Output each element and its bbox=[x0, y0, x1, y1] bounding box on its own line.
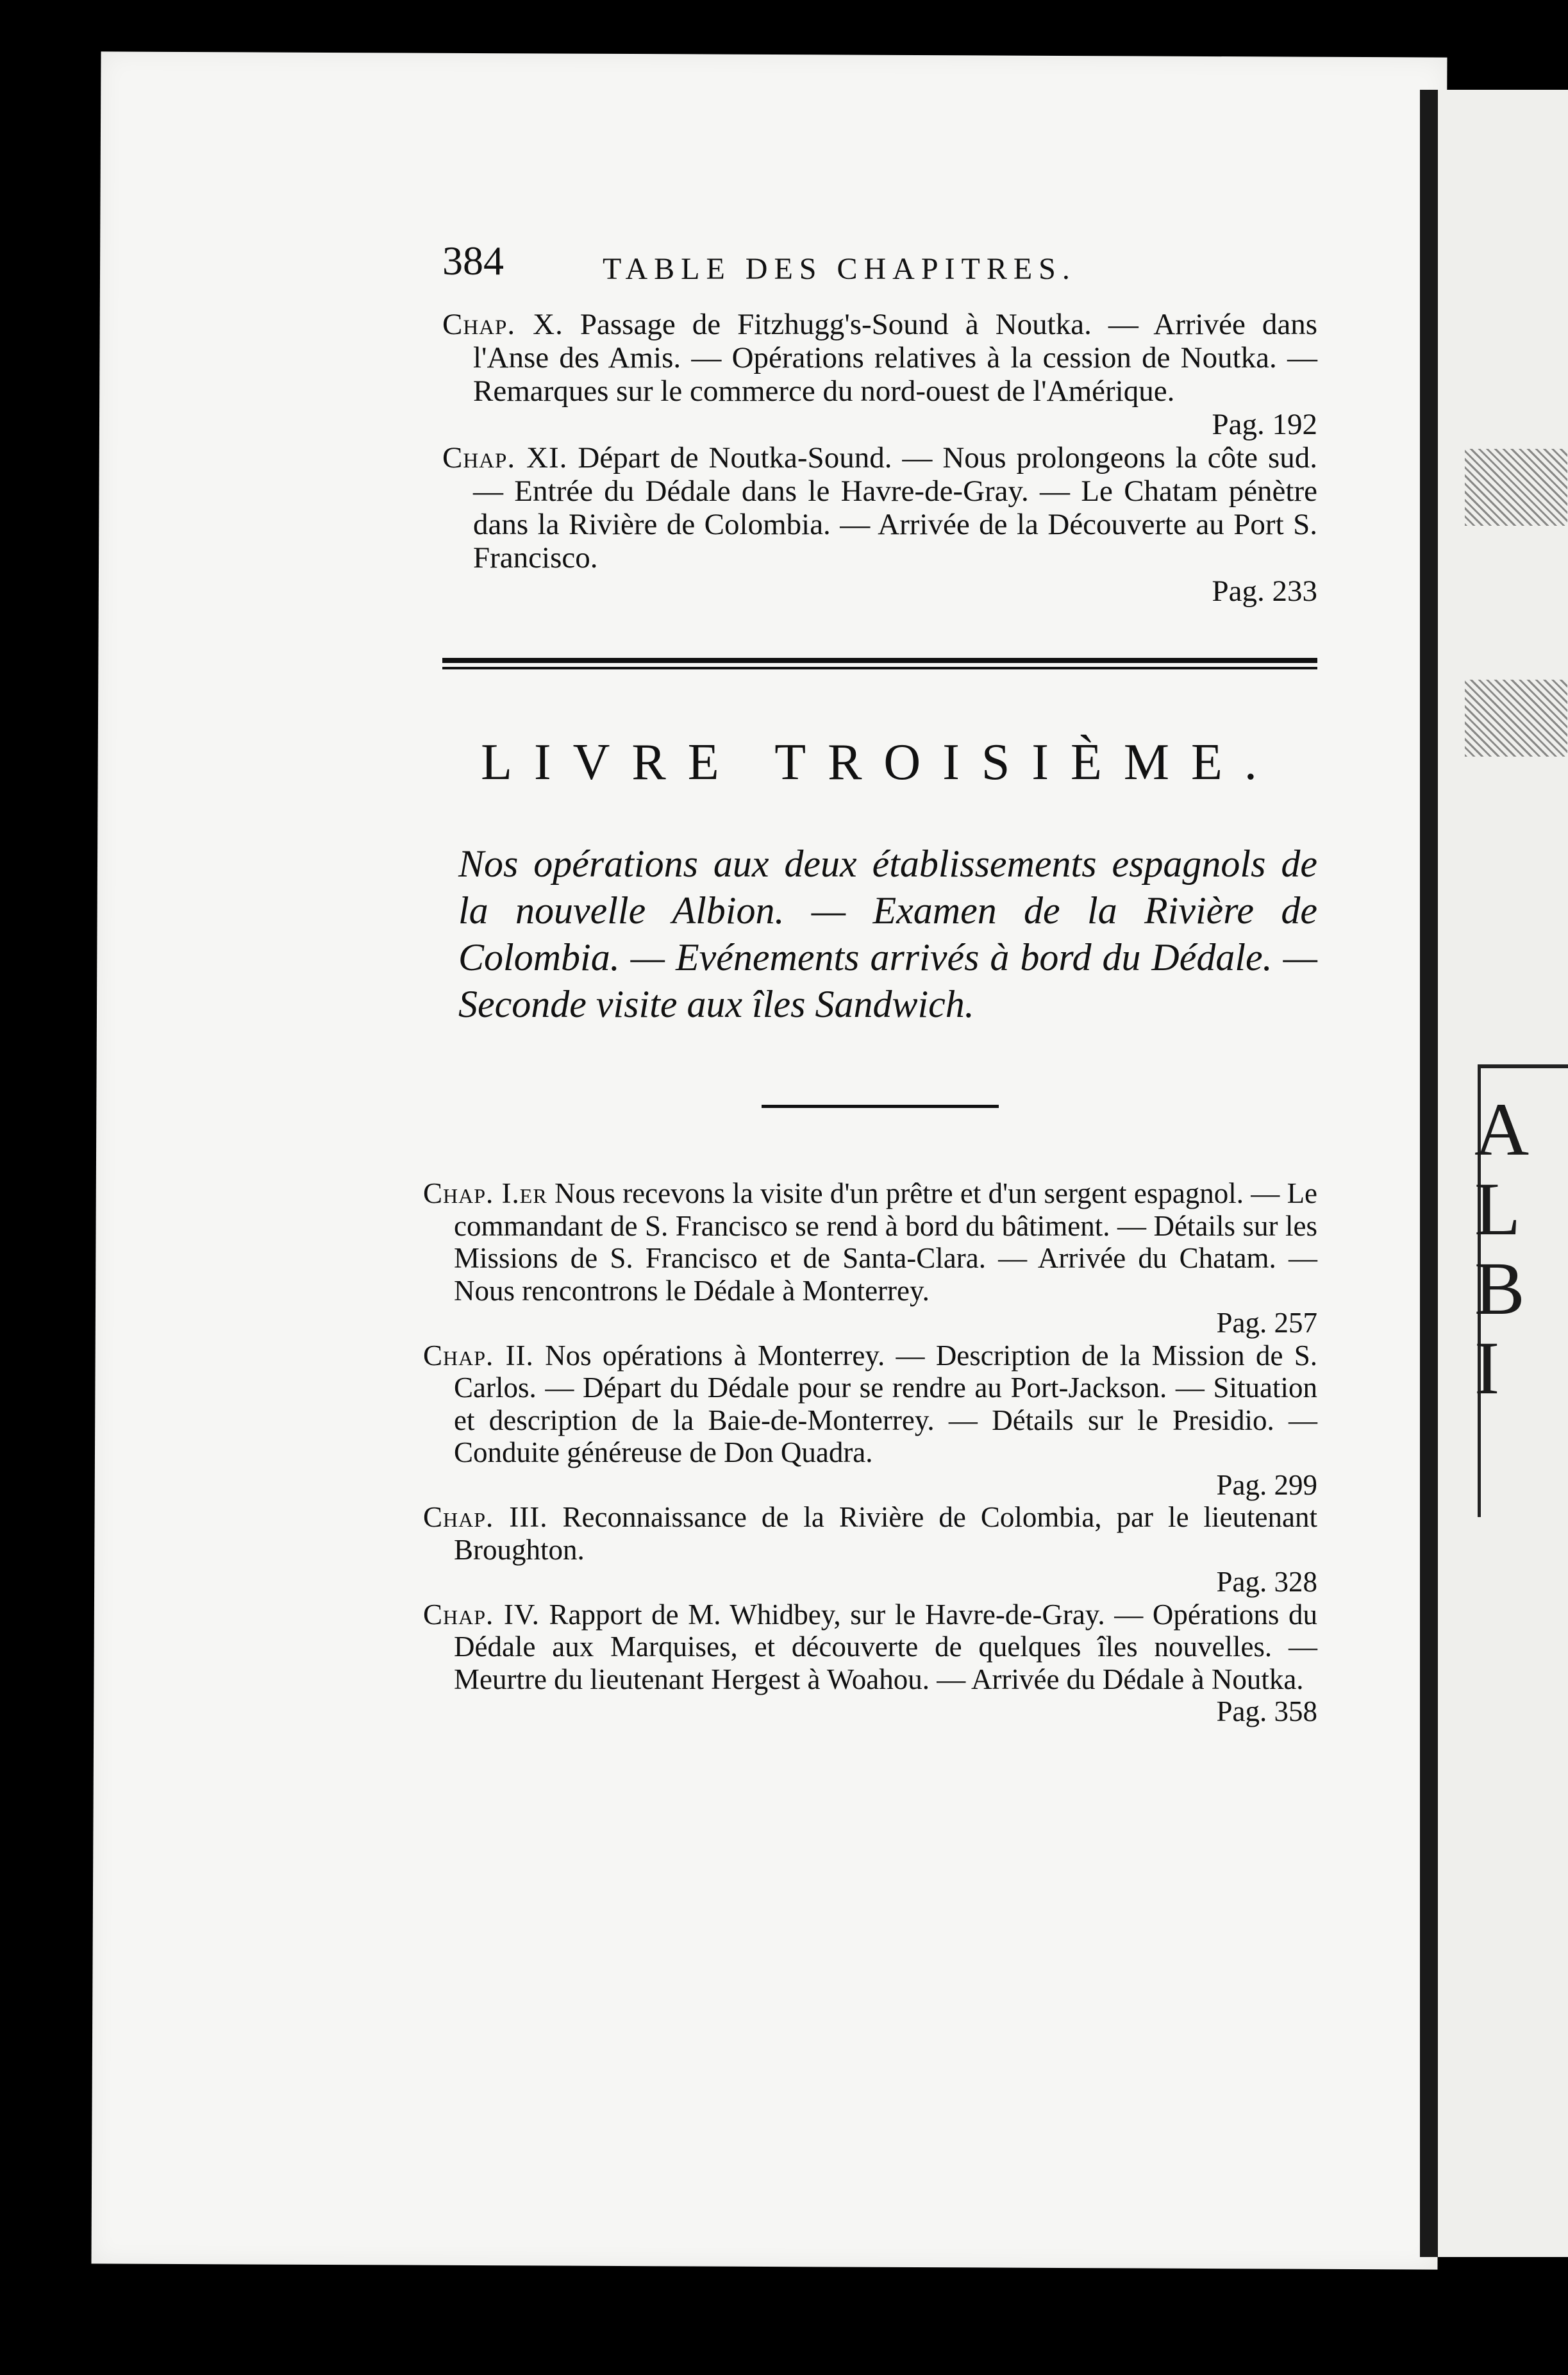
running-title: TABLE DES CHAPITRES. bbox=[603, 252, 1076, 286]
chapter-page: Pag. 328 bbox=[1216, 1566, 1317, 1598]
chapter-page: Pag. 233 bbox=[1212, 575, 1317, 608]
chapter-description: Nos opérations à Monterrey. — Description de la Mission de S. Carlos. — Départ du Dédale pour se rendre au Port-Jackson. — Situation et description de la Baie-de-Monterrey. — Détails sur le Presidio. — Conduite généreuse de Don Quadra. bbox=[454, 1339, 1317, 1468]
chapter-label: Chap. I.er bbox=[423, 1177, 547, 1209]
chapter-entry bbox=[423, 1339, 1317, 1502]
book-title: LIVRE TROISIÈME. bbox=[481, 734, 1279, 791]
running-head bbox=[442, 237, 1317, 308]
chapter-description: Reconnaissance de la Rivière de Colombia, par le lieutenant Broughton. bbox=[454, 1501, 1317, 1566]
chapter-label: Chap. IV. bbox=[423, 1598, 540, 1631]
chapter-description: Passage de Fitzhugg's-Sound à Noutka. — Arrivée dans l'Anse des Amis. — Opérations relatives à la cession de Noutka. — Remarques sur le commerce du nord-ouest de l'Amérique. bbox=[473, 308, 1318, 408]
chapter-entry bbox=[442, 441, 1317, 608]
map-hatching-icon bbox=[1465, 449, 1567, 526]
adjacent-page-edge bbox=[1420, 90, 1568, 2257]
chapter-label: Chap. II. bbox=[423, 1339, 534, 1372]
partial-map-label: ALBI bbox=[1474, 1087, 1533, 1410]
book-summary: Nos opérations aux deux établissements espagnols de la nouvelle Albion. — Examen de la Rivière de Colombia. — Evénements arrivés à bord du Dédale. — Seconde visite aux îles Sandwich. bbox=[458, 843, 1317, 1025]
chapter-entry bbox=[423, 1501, 1317, 1599]
chapter-entry bbox=[442, 308, 1317, 441]
chapter-entry bbox=[423, 1599, 1317, 1728]
double-rule-divider bbox=[442, 658, 1317, 669]
chapter-description: Nous recevons la visite d'un prêtre et d'un sergent espagnol. — Le commandant de S. Francisco se rend à bord du bâtiment. — Détails sur les Missions de S. Francisco et de Santa-Clara. — Arrivée du Chatam. — Nous rencontrons le Dédale à Monterrey. bbox=[454, 1177, 1318, 1307]
chapter-description: Rapport de M. Whidbey, sur le Havre-de-Gray. — Opérations du Dédale aux Marquises, et découverte de quelques îles nouvelles. — Meurtre du lieutenant Hergest à Woahou. — Arrivée du Dédale à Noutka. bbox=[454, 1598, 1317, 1695]
chapter-page: Pag. 257 bbox=[1216, 1307, 1317, 1339]
map-hatching-icon bbox=[1465, 680, 1567, 757]
page-content bbox=[423, 237, 1318, 1728]
chapter-entry bbox=[423, 1177, 1317, 1339]
chapter-page: Pag. 192 bbox=[1212, 408, 1317, 441]
chapter-page: Pag. 358 bbox=[1216, 1695, 1317, 1727]
book-two-entries bbox=[442, 308, 1317, 608]
chapter-description: Départ de Noutka-Sound. — Nous prolongeons la côte sud. — Entrée du Dédale dans le Havre-de-Gray. — Le Chatam pénètre dans la Rivière de Colombia. — Arrivée de la Découverte au Port S. Francisco. bbox=[473, 441, 1318, 575]
chapter-label: Chap. XI. bbox=[442, 441, 568, 474]
book-three-entries bbox=[423, 1177, 1317, 1728]
chapter-label: Chap. X. bbox=[442, 308, 563, 341]
gutter-shadow bbox=[1420, 90, 1438, 2257]
short-rule-divider bbox=[762, 1105, 999, 1108]
page-number: 384 bbox=[442, 238, 504, 283]
chapter-page: Pag. 299 bbox=[1216, 1468, 1317, 1501]
chapter-label: Chap. III. bbox=[423, 1501, 548, 1533]
